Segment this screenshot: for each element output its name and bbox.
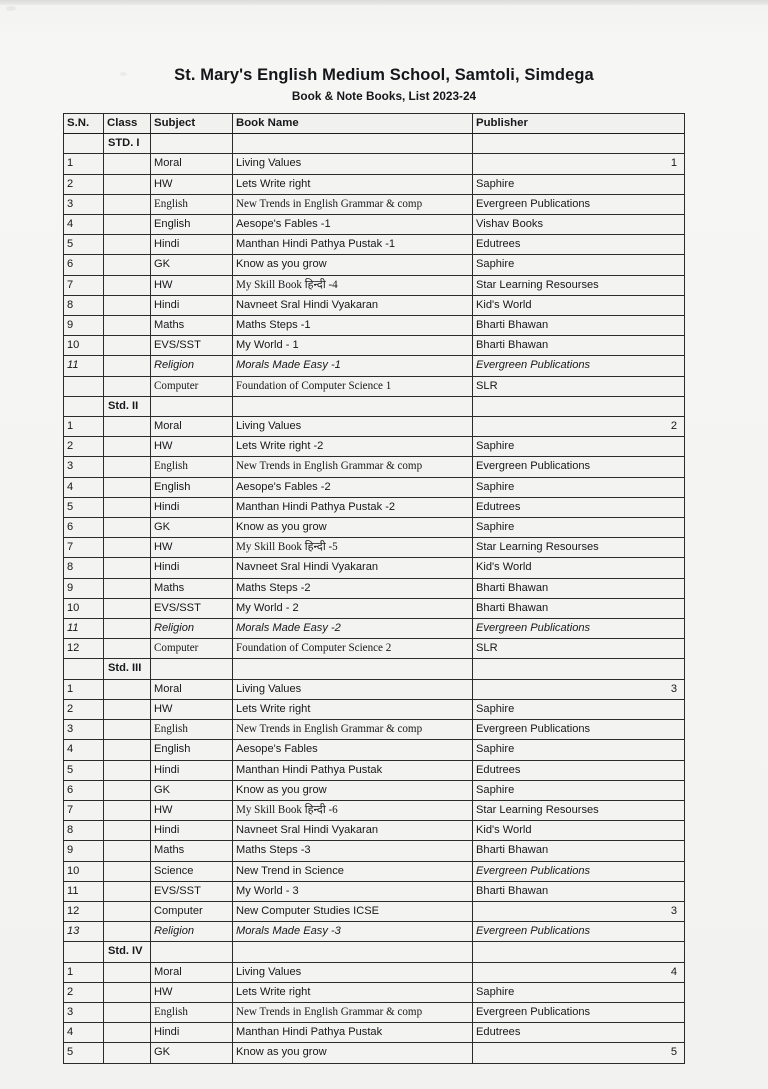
cell-publisher: Kid's World [473,558,685,578]
cell-subject: Computer [151,639,233,659]
table-row [64,901,685,921]
column-header-sn: S.N. [64,114,104,134]
cell-publisher: Saphire [473,174,685,194]
cell-publisher: Star Learning Resourses [473,538,685,558]
cell-subject: GK [151,518,233,538]
cell-book-name: My Skill Book हिन्दी -5 [233,538,473,558]
cell-book-name: My World - 2 [233,598,473,618]
cell-sn: 5 [64,235,104,255]
cell-subject: Hindi [151,1023,233,1043]
cell-subject: Moral [151,962,233,982]
cell-class [104,255,151,275]
cell-book-name: Know as you grow [233,255,473,275]
cell-publisher: Saphire [473,255,685,275]
cell-publisher: Edutrees [473,1023,685,1043]
cell-class [104,982,151,1002]
cell-subject: Moral [151,679,233,699]
table-header [64,114,685,134]
cell-class [104,720,151,740]
cell-book-name: Know as you grow [233,780,473,800]
table-row [64,962,685,982]
cell-publisher: Kid's World [473,295,685,315]
cell-class [104,215,151,235]
cell-publisher [473,396,685,416]
cell-sn: 7 [64,800,104,820]
table-row [64,518,685,538]
table-row [64,437,685,457]
table-row [64,235,685,255]
cell-class [104,437,151,457]
page-subtitle: Book & Note Books, List 2023-24 [291,89,477,104]
cell-subject: HW [151,699,233,719]
cell-publisher: Edutrees [473,497,685,517]
cell-class [104,376,151,396]
cell-publisher: 5 [473,1043,685,1063]
cell-publisher: Saphire [473,477,685,497]
cell-book-name: New Trend in Science [233,861,473,881]
page-title: St. Mary's English Medium School, Samtoli, Simdega [174,66,594,84]
cell-book-name: New Computer Studies ICSE [233,901,473,921]
cell-publisher: 3 [473,901,685,921]
cell-subject: English [151,194,233,214]
cell-class: Std. IV [104,942,151,962]
cell-class [104,861,151,881]
cell-publisher: 2 [473,417,685,437]
cell-book-name [233,659,473,679]
cell-class [104,477,151,497]
cell-book-name: My Skill Book हिन्दी -4 [233,275,473,295]
cell-publisher: Bharti Bhawan [473,336,685,356]
book-list-table [63,113,685,1064]
book-list-table-wrapper [63,113,684,1064]
cell-class [104,417,151,437]
cell-sn: 4 [64,477,104,497]
cell-class [104,578,151,598]
cell-class [104,336,151,356]
table-row [64,780,685,800]
table-row [64,497,685,517]
table-row [64,1002,685,1022]
cell-subject [151,134,233,154]
cell-book-name: My Skill Book हिन्दी -6 [233,800,473,820]
cell-sn: 6 [64,518,104,538]
cell-sn: 5 [64,497,104,517]
cell-publisher [473,659,685,679]
cell-class [104,760,151,780]
cell-class [104,275,151,295]
cell-book-name: Navneet Sral Hindi Vyakaran [233,295,473,315]
cell-book-name: Living Values [233,417,473,437]
cell-publisher: Bharti Bhawan [473,578,685,598]
table-row [64,922,685,942]
cell-class [104,558,151,578]
table-body [64,134,685,1063]
cell-sn: 4 [64,740,104,760]
cell-book-name [233,396,473,416]
cell-publisher: Evergreen Publications [473,356,685,376]
cell-class [104,598,151,618]
cell-sn [64,942,104,962]
cell-publisher: Bharti Bhawan [473,841,685,861]
cell-class [104,821,151,841]
cell-class [104,1043,151,1063]
cell-publisher [473,134,685,154]
cell-sn: 7 [64,275,104,295]
cell-sn: 8 [64,558,104,578]
cell-class [104,356,151,376]
cell-sn: 5 [64,1043,104,1063]
cell-subject: EVS/SST [151,598,233,618]
cell-publisher: Saphire [473,740,685,760]
cell-subject: Hindi [151,558,233,578]
cell-book-name: Maths Steps -1 [233,316,473,336]
table-row [64,800,685,820]
cell-class [104,174,151,194]
cell-subject: English [151,720,233,740]
cell-sn: 8 [64,821,104,841]
cell-sn: 8 [64,295,104,315]
cell-publisher: 3 [473,679,685,699]
table-row [64,841,685,861]
cell-subject: Moral [151,154,233,174]
cell-book-name: Morals Made Easy -2 [233,619,473,639]
cell-book-name: Aesope's Fables -1 [233,215,473,235]
cell-subject: Hindi [151,760,233,780]
cell-publisher: SLR [473,376,685,396]
cell-subject [151,659,233,679]
table-row [64,477,685,497]
cell-sn: 10 [64,598,104,618]
cell-sn: 9 [64,316,104,336]
cell-subject: HW [151,174,233,194]
cell-sn: 3 [64,1002,104,1022]
cell-class [104,780,151,800]
cell-book-name: My World - 1 [233,336,473,356]
cell-sn: 12 [64,901,104,921]
cell-publisher: Saphire [473,699,685,719]
table-row [64,538,685,558]
table-row [64,720,685,740]
cell-subject: HW [151,800,233,820]
cell-publisher: Bharti Bhawan [473,881,685,901]
cell-book-name: My World - 3 [233,881,473,901]
table-row [64,275,685,295]
cell-book-name: Living Values [233,154,473,174]
cell-book-name: Navneet Sral Hindi Vyakaran [233,558,473,578]
cell-book-name: Navneet Sral Hindi Vyakaran [233,821,473,841]
cell-subject: Hindi [151,821,233,841]
cell-class [104,1023,151,1043]
cell-book-name: Know as you grow [233,1043,473,1063]
table-row [64,154,685,174]
cell-class: STD. I [104,134,151,154]
table-row [64,1023,685,1043]
table-row [64,578,685,598]
cell-book-name: Lets Write right -2 [233,437,473,457]
cell-sn: 11 [64,619,104,639]
cell-class [104,235,151,255]
cell-book-name: Morals Made Easy -1 [233,356,473,376]
cell-subject: Maths [151,841,233,861]
cell-class [104,841,151,861]
table-row [64,881,685,901]
cell-sn: 2 [64,437,104,457]
cell-class: Std. III [104,659,151,679]
table-row [64,174,685,194]
cell-subject: Religion [151,619,233,639]
cell-subject: Maths [151,316,233,336]
table-row [64,619,685,639]
cell-sn: 4 [64,215,104,235]
cell-book-name: New Trends in English Grammar & comp [233,194,473,214]
cell-sn [64,376,104,396]
cell-sn: 3 [64,457,104,477]
cell-publisher: Saphire [473,518,685,538]
table-row [64,336,685,356]
table-row [64,982,685,1002]
cell-sn: 11 [64,356,104,376]
column-header-book-name: Book Name [233,114,473,134]
table-section-row [64,942,685,962]
cell-publisher: Star Learning Resourses [473,800,685,820]
cell-subject: Computer [151,376,233,396]
cell-class [104,518,151,538]
cell-subject: English [151,740,233,760]
cell-sn [64,659,104,679]
cell-book-name: Maths Steps -3 [233,841,473,861]
column-header-subject: Subject [151,114,233,134]
cell-class [104,538,151,558]
cell-sn: 11 [64,881,104,901]
cell-book-name: New Trends in English Grammar & comp [233,1002,473,1022]
table-row [64,194,685,214]
cell-publisher: 1 [473,154,685,174]
cell-publisher: 4 [473,962,685,982]
table-row [64,1043,685,1063]
table-row [64,598,685,618]
cell-subject: HW [151,275,233,295]
cell-sn: 3 [64,194,104,214]
table-header-row [64,114,685,134]
cell-publisher: Star Learning Resourses [473,275,685,295]
cell-subject: English [151,1002,233,1022]
cell-subject: English [151,215,233,235]
table-row [64,558,685,578]
cell-publisher: Edutrees [473,760,685,780]
cell-sn: 2 [64,982,104,1002]
cell-subject: Moral [151,417,233,437]
cell-sn [64,134,104,154]
cell-subject: GK [151,780,233,800]
cell-book-name [233,134,473,154]
cell-class [104,154,151,174]
cell-subject: Computer [151,901,233,921]
cell-sn: 1 [64,679,104,699]
cell-publisher: Evergreen Publications [473,861,685,881]
cell-subject: Religion [151,356,233,376]
cell-book-name: Maths Steps -2 [233,578,473,598]
cell-subject: English [151,457,233,477]
cell-subject [151,396,233,416]
cell-publisher: Edutrees [473,235,685,255]
cell-sn: 2 [64,174,104,194]
cell-subject: Hindi [151,235,233,255]
table-row [64,699,685,719]
cell-sn: 1 [64,962,104,982]
cell-book-name: Manthan Hindi Pathya Pustak [233,760,473,780]
cell-subject: EVS/SST [151,881,233,901]
cell-class [104,881,151,901]
cell-publisher: Saphire [473,780,685,800]
cell-subject: GK [151,255,233,275]
cell-subject: HW [151,982,233,1002]
cell-sn: 13 [64,922,104,942]
cell-class [104,497,151,517]
cell-class [104,316,151,336]
cell-book-name: Lets Write right [233,982,473,1002]
cell-class [104,619,151,639]
cell-book-name: Aesope's Fables [233,740,473,760]
cell-publisher: Evergreen Publications [473,720,685,740]
cell-class [104,295,151,315]
cell-publisher: Saphire [473,982,685,1002]
column-header-publisher: Publisher [473,114,685,134]
cell-book-name: Lets Write right [233,174,473,194]
table-section-row [64,134,685,154]
cell-class [104,901,151,921]
cell-sn: 5 [64,760,104,780]
cell-class [104,740,151,760]
cell-sn: 9 [64,578,104,598]
cell-book-name: Manthan Hindi Pathya Pustak [233,1023,473,1043]
cell-subject: Maths [151,578,233,598]
cell-book-name: Morals Made Easy -3 [233,922,473,942]
cell-subject: Hindi [151,295,233,315]
cell-sn: 10 [64,861,104,881]
table-row [64,861,685,881]
cell-subject: HW [151,437,233,457]
cell-class: Std. II [104,396,151,416]
cell-publisher: Bharti Bhawan [473,316,685,336]
cell-book-name: Lets Write right [233,699,473,719]
table-row [64,457,685,477]
cell-sn: 6 [64,780,104,800]
cell-class [104,962,151,982]
cell-book-name: Living Values [233,679,473,699]
table-row [64,760,685,780]
cell-class [104,457,151,477]
cell-subject: English [151,477,233,497]
cell-publisher: Vishav Books [473,215,685,235]
cell-book-name: Foundation of Computer Science 1 [233,376,473,396]
table-row [64,376,685,396]
cell-publisher: Evergreen Publications [473,194,685,214]
table-row [64,639,685,659]
cell-publisher: Evergreen Publications [473,457,685,477]
cell-class [104,922,151,942]
cell-sn: 1 [64,417,104,437]
cell-class [104,679,151,699]
cell-book-name [233,942,473,962]
cell-sn: 10 [64,336,104,356]
cell-publisher: Evergreen Publications [473,922,685,942]
cell-book-name: Know as you grow [233,518,473,538]
cell-subject: EVS/SST [151,336,233,356]
cell-sn: 6 [64,255,104,275]
cell-subject: GK [151,1043,233,1063]
title-block [0,0,768,103]
cell-sn: 7 [64,538,104,558]
cell-sn: 3 [64,720,104,740]
cell-book-name: Aesope's Fables -2 [233,477,473,497]
cell-sn: 9 [64,841,104,861]
table-row [64,740,685,760]
cell-class [104,639,151,659]
cell-publisher: SLR [473,639,685,659]
cell-sn: 4 [64,1023,104,1043]
cell-class [104,194,151,214]
table-row [64,356,685,376]
cell-book-name: Manthan Hindi Pathya Pustak -1 [233,235,473,255]
table-row [64,215,685,235]
cell-publisher: Bharti Bhawan [473,598,685,618]
table-section-row [64,659,685,679]
cell-publisher: Evergreen Publications [473,1002,685,1022]
cell-publisher: Kid's World [473,821,685,841]
cell-subject: Science [151,861,233,881]
cell-subject: Religion [151,922,233,942]
cell-book-name: New Trends in English Grammar & comp [233,457,473,477]
cell-subject: Hindi [151,497,233,517]
cell-book-name: Living Values [233,962,473,982]
cell-book-name: Foundation of Computer Science 2 [233,639,473,659]
cell-book-name: Manthan Hindi Pathya Pustak -2 [233,497,473,517]
column-header-class: Class [104,114,151,134]
cell-publisher: Saphire [473,437,685,457]
table-row [64,295,685,315]
cell-class [104,800,151,820]
cell-subject [151,942,233,962]
table-row [64,255,685,275]
cell-subject: HW [151,538,233,558]
cell-sn: 1 [64,154,104,174]
table-section-row [64,396,685,416]
cell-book-name: New Trends in English Grammar & comp [233,720,473,740]
cell-class [104,699,151,719]
cell-publisher: Evergreen Publications [473,619,685,639]
cell-sn: 12 [64,639,104,659]
cell-sn [64,396,104,416]
table-row [64,679,685,699]
cell-publisher [473,942,685,962]
table-row [64,316,685,336]
table-row [64,417,685,437]
cell-sn: 2 [64,699,104,719]
table-row [64,821,685,841]
cell-class [104,1002,151,1022]
